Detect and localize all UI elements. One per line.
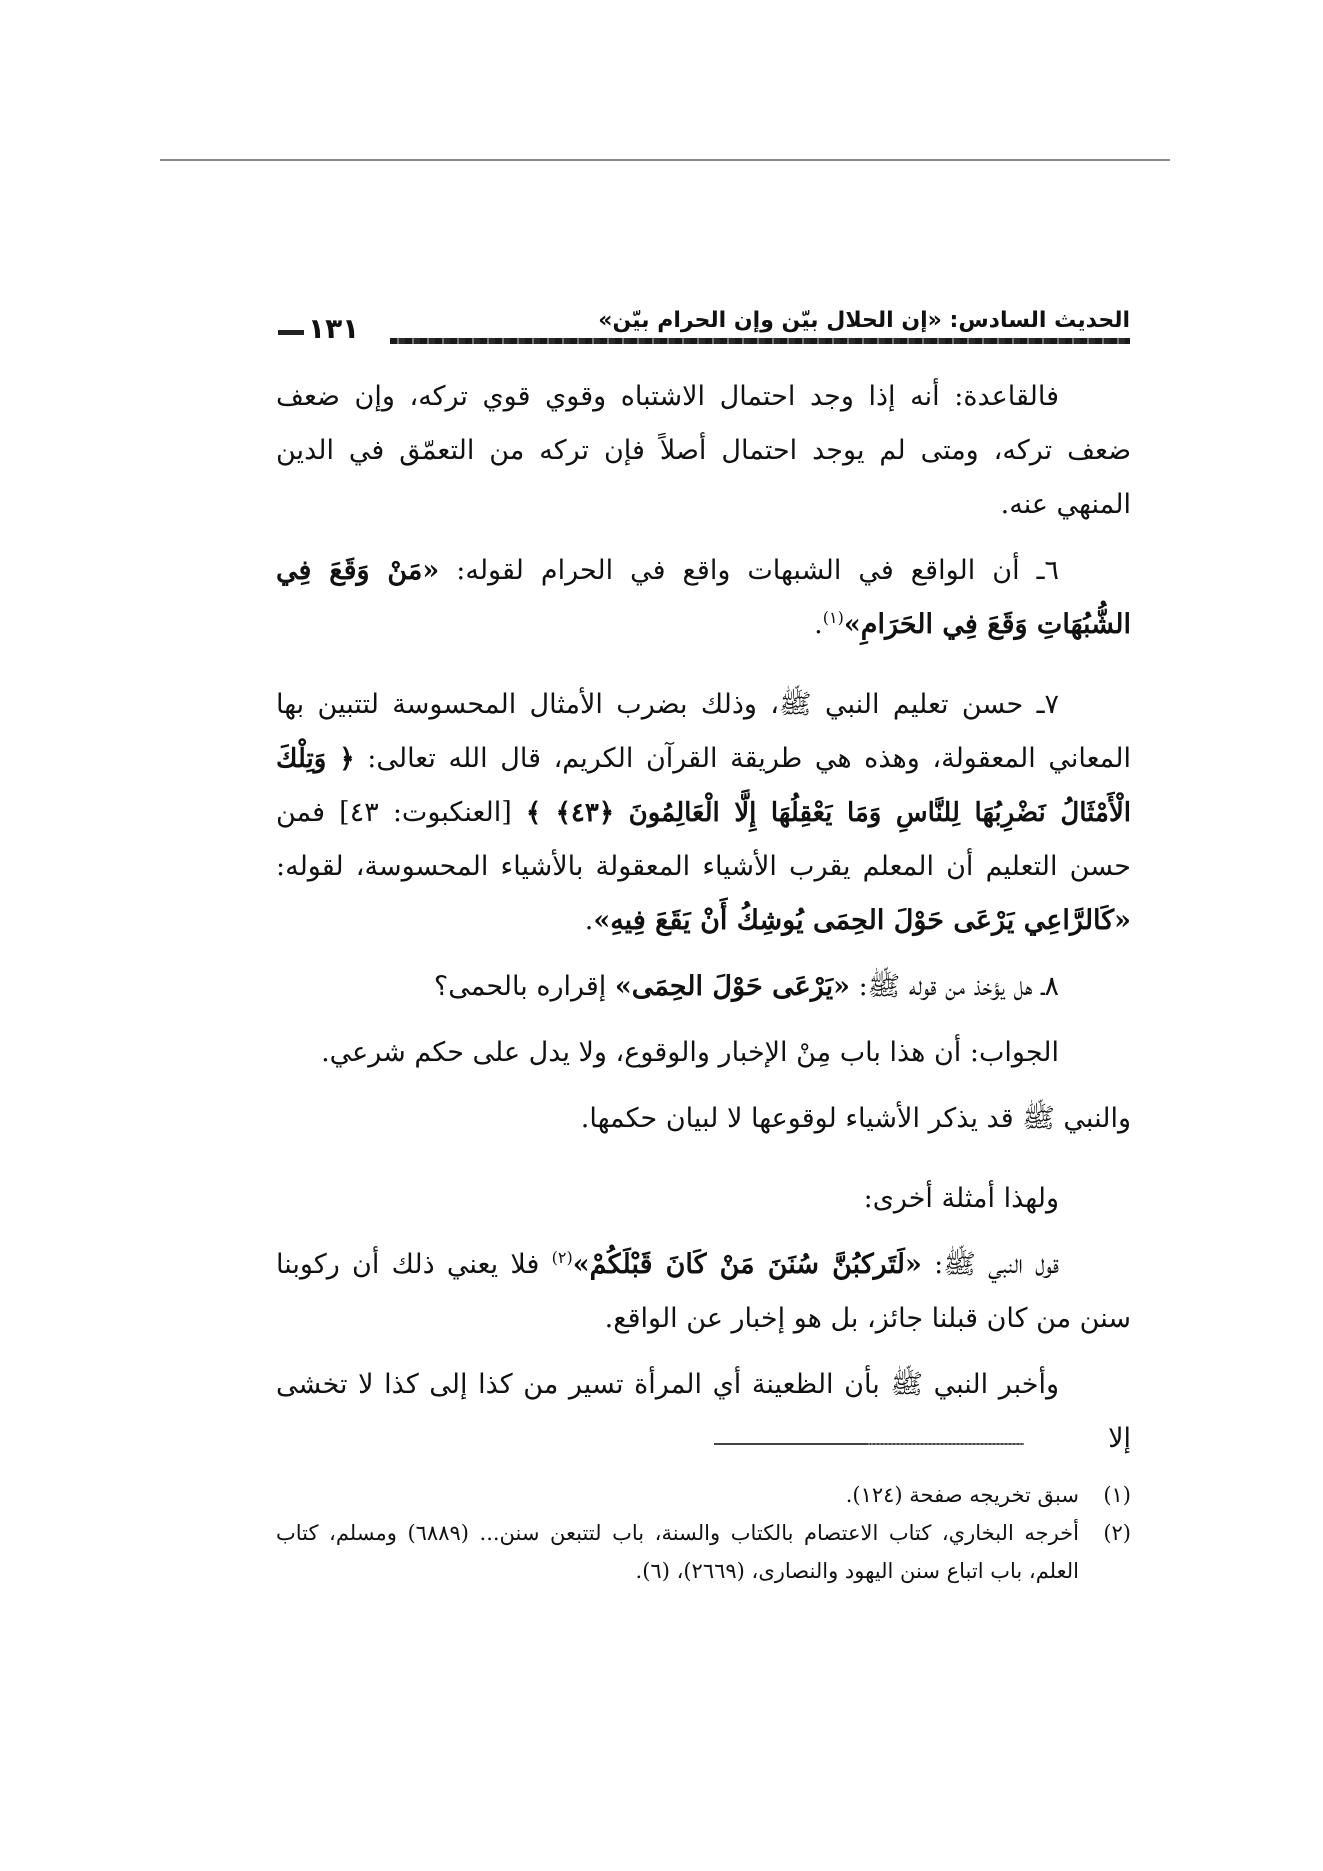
hadith-quote-grazing: «يَرْعَى حَوْلَ الحِمَى» (614, 971, 850, 1002)
paragraph-point-6-lead: ٦ـ أن الواقع في الشبهات واقع في الحرام لقوله: (439, 555, 1059, 586)
paragraph-point-6 (276, 544, 1131, 652)
hadith-quote-shubuhat: «مَنْ وَقَعَ فِي الشُّبُهَاتِ وَقَعَ فِي الحَرَامِ» (276, 555, 1131, 640)
paragraph-point-8-lead: ٨ـ هل يؤخذ من قوله ﷺ: (850, 971, 1059, 1002)
paragraph-example-sunan-lead: قول النبي ﷺ: (921, 1249, 1060, 1280)
footnote-1-number: (١) (1103, 1483, 1131, 1507)
footnote-1 (276, 1476, 1131, 1514)
running-header (278, 308, 1130, 348)
footnote-2 (276, 1514, 1131, 1590)
paragraph-point-8 (276, 960, 1131, 1014)
hadith-quote-shepherd: «كَالرَّاعِي يَرْعَى حَوْلَ الحِمَى يُوشِكُ أَنْ يَقَعَ فِيهِ» (593, 905, 1131, 936)
paragraph-prophet-mention: والنبي ﷺ قد يذكر الأشياء لوقوعها لا لبيان حكمها. (580, 1103, 1131, 1134)
running-header-title: الحديث السادس: «إن الحلال بيّن وإن الحرام بيّن» (598, 308, 1130, 333)
paragraph-point-7-lead: ٧ـ حسن تعليم النبي ﷺ، وذلك بضرب الأمثال المحسوسة لتتبين بها المعاني المعقولة، وهذه هي طريقة القرآن الكريم، قال الله تعالى: (276, 689, 1131, 774)
paragraph-answer: الجواب: أن هذا باب مِنْ الإخبار والوقوع، ولا يدل على حكم شرعي. (321, 1037, 1059, 1068)
paragraph-point-8-end: إقراره بالحمى؟ (433, 971, 615, 1002)
paragraph-example-zaeena: وأخبر النبي ﷺ بأن الظعينة أي المرأة تسير من كذا إلى كذا لا تخشى إلا (276, 1369, 1131, 1454)
paragraph-point-7 (276, 678, 1131, 948)
top-page-rule (160, 159, 1170, 161)
hadith-quote-sunan: «لَتَركبُنَّ سُنَنَ مَنْ كَانَ قَبْلَكُمْ» (572, 1249, 922, 1280)
paragraph-example-sunan-end: فلا يعني ذلك أن ركوبنا سنن من كان قبلنا جائز، بل هو إخبار عن الواقع. (276, 1249, 1131, 1334)
main-text (276, 370, 1131, 1478)
quran-citation: [العنكبوت: ٤٣] فمن حسن التعليم أن المعلم يقرب الأشياء المعقولة بالأشياء المحسوسة، لقوله: (276, 797, 1131, 882)
footnote-ref-1: (١) (822, 608, 844, 627)
paragraph-example-sunan (276, 1238, 1131, 1346)
footnote-2-number: (٢) (1103, 1521, 1131, 1545)
paragraph-more-examples: ولهذا أمثلة أخرى: (863, 1183, 1059, 1214)
footnote-1-text: سبق تخريجه صفحة (١٢٤). (845, 1483, 1079, 1507)
page-number: ١٣١ (308, 312, 360, 345)
footnote-ref-2: (٢) (551, 1248, 573, 1267)
footnotes (276, 1476, 1131, 1590)
page-number-ornament (278, 330, 304, 335)
paragraph-point-7-end: . (584, 905, 594, 936)
paragraph-rule: فالقاعدة: أنه إذا وجد احتمال الاشتباه وقوي قوي تركه، وإن ضعف ضعف تركه، ومتى لم يوجد احتمال أصلاً فإن تركه من التعمّق في الدين المنهي عنه. (276, 381, 1131, 520)
header-rule (390, 338, 1130, 344)
footnote-2-text: أخرجه البخاري، كتاب الاعتصام بالكتاب والسنة، باب لتتبعن سنن... (٦٨٨٩) ومسلم، كتاب العلم، باب اتباع سنن اليهود والنصارى، (٢٦٦٩)، (٦). (276, 1521, 1079, 1583)
quran-verse-ankabut: ﴿ وَتِلْكَ الْأَمْثَالُ نَضْرِبُهَا لِلنَّاسِ وَمَا يَعْقِلُهَا إِلَّا الْعَالِمُونَ ﴿٤٣﴾ ﴾ (276, 744, 1131, 828)
paragraph-point-6-end: . (814, 609, 823, 640)
footnote-separator-dots (868, 1443, 1024, 1445)
